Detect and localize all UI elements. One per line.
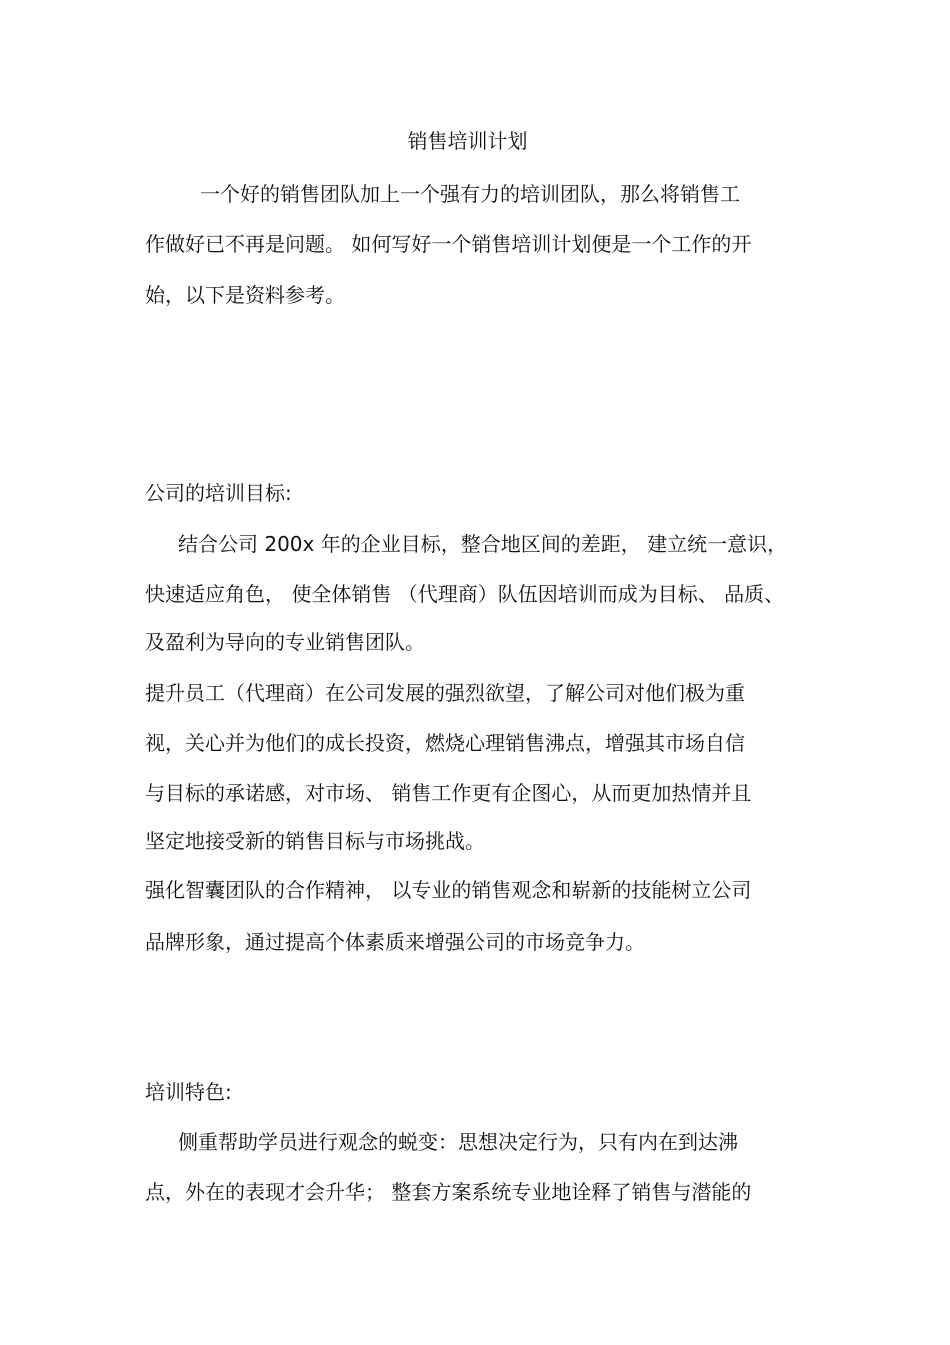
section-heading-goals: 公司的培训目标: [145, 481, 292, 505]
goals-line-5: 视，关心并为他们的成长投资，燃烧心理销售沸点，增强其市场自信 [145, 731, 745, 755]
intro-line-1: 一个好的销售团队加上一个强有力的培训团队，那么将销售工 [200, 182, 740, 206]
goals-line-7: 坚定地接受新的销售目标与市场挑战。 [145, 829, 485, 853]
features-line-2: 点，外在的表现才会升华； 整套方案系统专业地诠释了销售与潜能的 [145, 1180, 752, 1204]
intro-line-2: 作做好已不再是问题。 如何写好一个销售培训计划便是一个工作的开 [145, 232, 752, 256]
goals-line-3: 及盈利为导向的专业销售团队。 [145, 630, 425, 654]
intro-line-3: 始，以下是资料参考。 [145, 283, 345, 307]
goals-line-8: 强化智囊团队的合作精神， 以专业的销售观念和崭新的技能树立公司 [145, 878, 752, 902]
goals-line-4: 提升员工（代理商）在公司发展的强烈欲望，了解公司对他们极为重 [145, 681, 745, 705]
goals-line-6: 与目标的承诺感，对市场、 销售工作更有企图心，从而更加热情并且 [145, 781, 752, 805]
goals-line-2: 快速适应角色， 使全体销售 （代理商）队伍因培训而成为目标、 品质、 [145, 582, 785, 606]
features-line-1: 侧重帮助学员进行观念的蜕变：思想决定行为，只有内在到达沸 [178, 1130, 738, 1154]
goals-line-1: 结合公司 200x 年的企业目标，整合地区间的差距， 建立统一意识， [178, 532, 788, 556]
section-heading-features: 培训特色: [145, 1080, 232, 1104]
document-title: 销售培训计划 [407, 129, 528, 153]
goals-line-9: 品牌形象，通过提高个体素质来增强公司的市场竞争力。 [145, 930, 645, 954]
